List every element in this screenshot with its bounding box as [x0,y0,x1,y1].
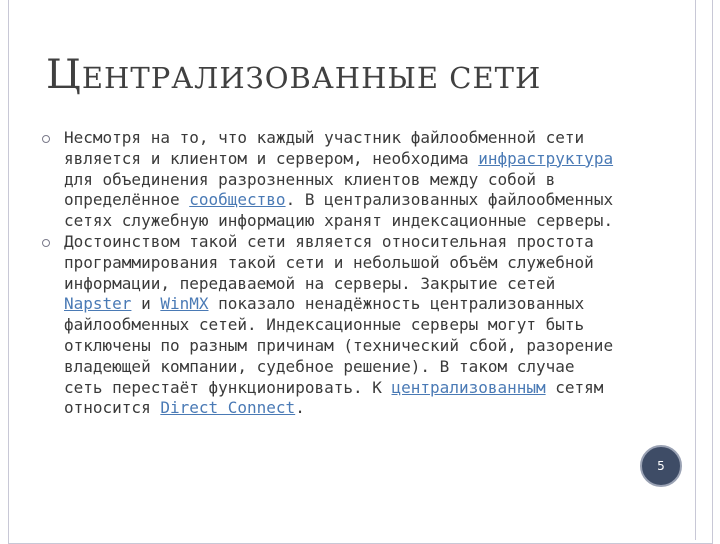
para1-text-2: для объединения разрозненных клиентов между собой в определённое [64,169,556,210]
paragraph-infrastructure [42,128,622,232]
bullet-circle-icon [42,135,50,143]
title-rest: ЕНТРАЛИЗОВАННЫЕ СЕТИ [81,61,542,95]
para2-text-2: и [131,294,161,314]
para2-text-1: Достоинством такой сети является относительная простота программирования такой сети и небольшой объём служебной информации, передаваемой на серверы. Закрытие сетей [64,231,594,293]
link-community[interactable]: сообщество [189,190,286,210]
para2-text-5: . [295,398,305,418]
link-centralized[interactable]: централизованным [391,377,546,397]
slide-number-badge [640,445,682,487]
bullet-circle-icon [42,239,50,247]
slide-number: 5 [657,459,665,473]
para2-text-4: сетям относится [64,377,604,418]
para2-text-3: показало ненадёжность централизованных файлообменных сетей. Индексационные серверы могут быть отключены по разным причинам (технический сбой, разорение владеющей компании, судебное решение). В таком случае сеть перестаёт функционировать. К [64,294,614,397]
para1-text-1: Несмотря на то, что каждый участник файлообменной сети является и клиентом и сервером, необходима [64,128,585,168]
slide-frame-right-line [695,0,696,540]
link-winmx[interactable]: WinMX [160,294,209,314]
link-direct-connect[interactable]: Direct Connect [160,398,296,418]
link-napster[interactable]: Napster [64,294,132,314]
title-first-letter: Ц [46,52,82,98]
paragraph-advantages [42,232,622,419]
slide-content [42,128,622,419]
slide-title [46,52,666,98]
link-infrastructure[interactable]: инфраструктура [478,148,614,168]
para1-text-3: . В централизованных файлообменных сетях служебную информацию хранят индексационные серверы. [64,190,614,231]
